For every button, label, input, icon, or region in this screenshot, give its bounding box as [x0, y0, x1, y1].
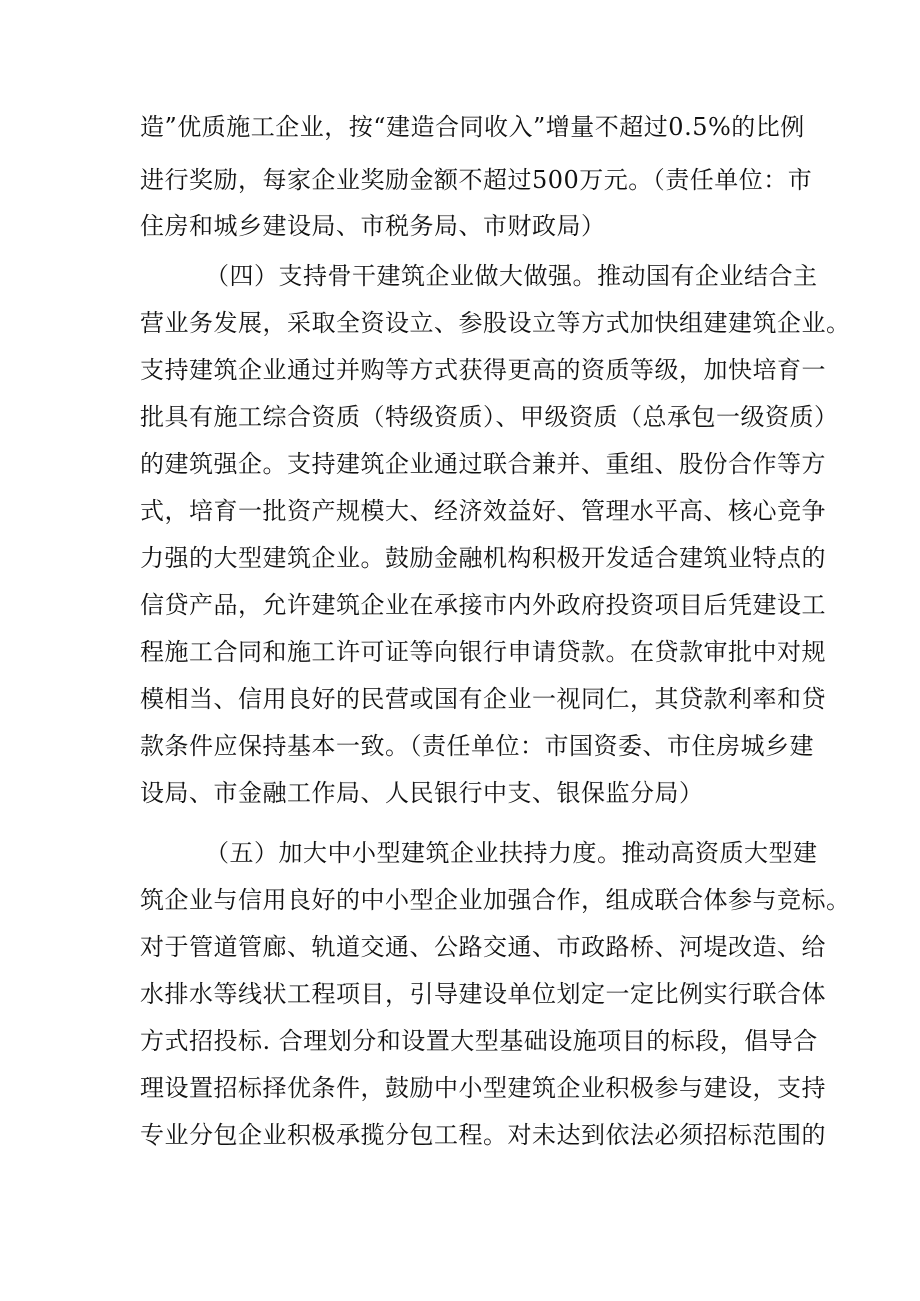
text-line-10: 力强的大型建筑企业。鼓励金融机构积极开发适合建筑业特点的 — [140, 544, 826, 572]
text-line-19: 水排水等线状工程项目，引导建设单位划定一定比例实行联合体 — [140, 980, 826, 1008]
text-line-4: （四）支持骨干建筑企业做大做强。推动国有企业结合主 — [205, 262, 818, 290]
text-line-1: 造”优质施工企业，按“建造合同收入”增量不超过0.5%的比例 — [140, 113, 805, 141]
text-line-9: 式，培育一批资产规模大、经济效益好、管理水平高、核心竞争 — [140, 497, 826, 525]
text-line-3: 住房和城乡建设局、市税务局、市财政局） — [140, 212, 606, 240]
text-line-12: 程施工合同和施工许可证等向银行申请贷款。在贷款审批中对规 — [140, 638, 826, 666]
text-line-20: 方式招投标. 合理划分和设置大型基础设施项目的标段，倡导合 — [140, 1027, 818, 1055]
text-line-14: 款条件应保持基本一致。（责任单位：市国资委、市住房城乡建 — [140, 732, 814, 760]
text-line-11: 信贷产品，允许建筑企业在承接市内外政府投资项目后凭建设工 — [140, 591, 826, 619]
text-line-17: 筑企业与信用良好的中小型企业加强合作，组成联合体参与竞标。 — [140, 886, 851, 914]
text-line-16: （五）加大中小型建筑企业扶持力度。推动高资质大型建 — [205, 839, 818, 867]
text-line-18: 对于管道管廊、轨道交通、公路交通、市政路桥、河堤改造、给 — [140, 933, 826, 961]
text-line-2: 进行奖励，每家企业奖励金额不超过500万元。（责任单位：市 — [140, 166, 813, 194]
text-line-6: 支持建筑企业通过并购等方式获得更高的资质等级，加快培育一 — [140, 356, 826, 384]
text-line-22: 专业分包企业积极承揽分包工程。对未达到依法必须招标范围的 — [140, 1121, 826, 1149]
text-line-8: 的建筑强企。支持建筑企业通过联合兼并、重组、股份合作等方 — [140, 450, 826, 478]
text-line-15: 设局、市金融工作局、人民银行中支、银保监分局） — [140, 779, 704, 807]
text-line-13: 模相当、信用良好的民营或国有企业一视同仁，其贷款利率和贷 — [140, 685, 826, 713]
text-line-7: 批具有施工综合资质（特级资质）、甲级资质（总承包一级资质） — [140, 403, 839, 431]
text-line-5: 营业务发展，采取全资设立、参股设立等方式加快组建建筑企业。 — [140, 309, 851, 337]
text-line-21: 理设置招标择优条件，鼓励中小型建筑企业积极参与建设，支持 — [140, 1074, 826, 1102]
